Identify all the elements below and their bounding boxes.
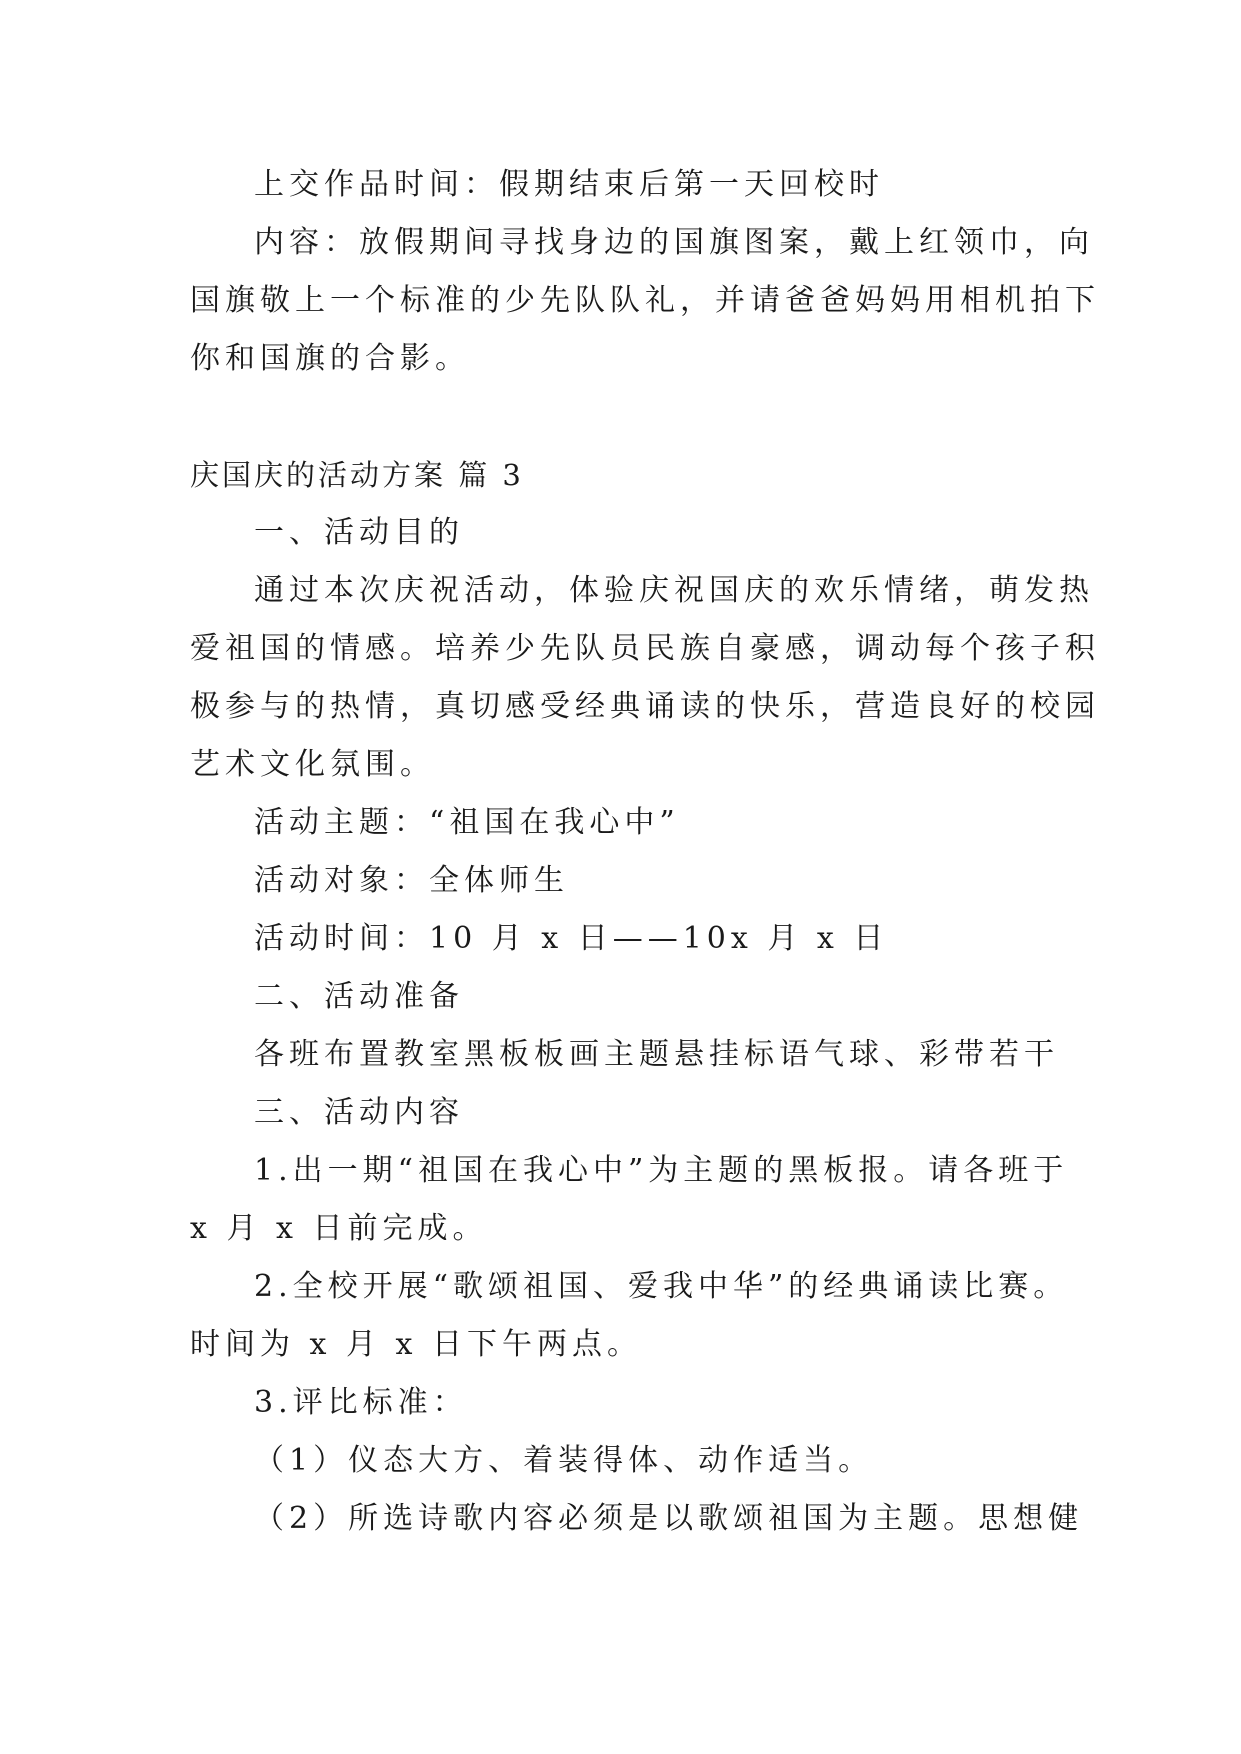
purpose-paragraph-line-3: 极参与的热情，真切感受经典诵读的快乐，营造良好的校园 [190, 689, 1100, 724]
purpose-paragraph-line-4: 艺术文化氛围。 [190, 747, 435, 782]
content-item-1-line-1: 1.出一期“祖国在我心中”为主题的黑板报。请各班于 [254, 1153, 1069, 1188]
content-paragraph-line-3: 你和国旗的合影。 [190, 341, 470, 376]
activity-theme-line: 活动主题：“祖国在我心中” [254, 805, 680, 840]
preparation-line: 各班布置教室黑板板画主题悬挂标语气球、彩带若干 [254, 1037, 1059, 1072]
content-item-2-line-1: 2.全校开展“歌颂祖国、爱我中华”的经典诵读比赛。 [254, 1269, 1069, 1304]
criteria-item-2: （2）所选诗歌内容必须是以歌颂祖国为主题。思想健 [254, 1501, 1084, 1536]
content-item-1-line-2: x 月 x 日前完成。 [190, 1211, 488, 1246]
criteria-item-1: （1）仪态大方、着装得体、动作适当。 [254, 1443, 874, 1478]
content-paragraph-line-2: 国旗敬上一个标准的少先队队礼，并请爸爸妈妈用相机拍下 [190, 283, 1100, 318]
heading-activity-content: 三、活动内容 [254, 1095, 464, 1130]
content-item-2-line-2: 时间为 x 月 x 日下午两点。 [190, 1327, 642, 1362]
heading-activity-purpose: 一、活动目的 [254, 515, 464, 550]
purpose-paragraph-line-2: 爱祖国的情感。培养少先队员民族自豪感，调动每个孩子积 [190, 631, 1100, 666]
activity-time-line: 活动时间：10 月 x 日——10x 月 x 日 [254, 921, 889, 956]
heading-activity-preparation: 二、活动准备 [254, 979, 464, 1014]
content-item-3-heading: 3.评比标准： [254, 1385, 468, 1420]
content-paragraph-line-1: 内容：放假期间寻找身边的国旗图案，戴上红领巾，向 [254, 225, 1094, 260]
purpose-paragraph-line-1: 通过本次庆祝活动，体验庆祝国庆的欢乐情绪，萌发热 [254, 573, 1094, 608]
section-title: 庆国庆的活动方案 篇 3 [190, 458, 524, 492]
activity-audience-line: 活动对象：全体师生 [254, 863, 569, 898]
submission-time-line: 上交作品时间：假期结束后第一天回校时 [254, 167, 884, 202]
